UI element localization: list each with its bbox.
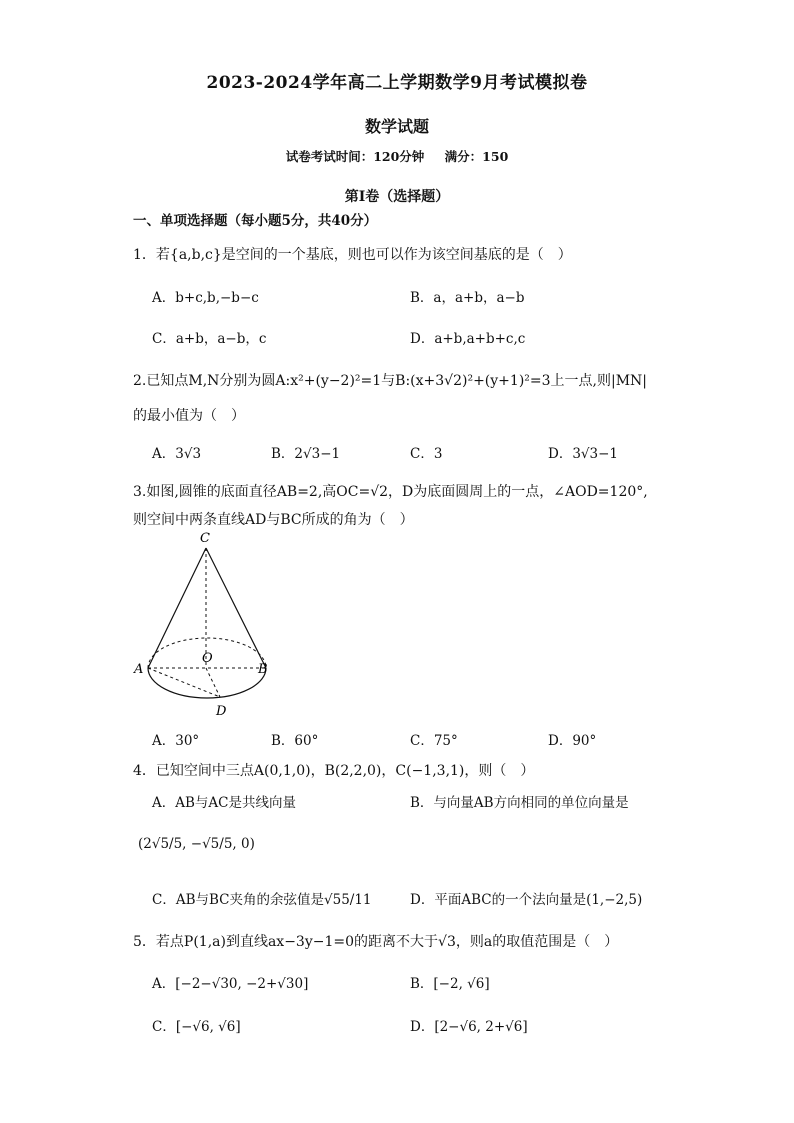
q5-option-a: A．[−2−√30, −2+√30]: [152, 976, 309, 992]
q3-option-d: D．90°: [548, 733, 597, 749]
segment-ad: [148, 668, 220, 697]
label-b: B: [258, 662, 268, 677]
question-2-stem-cont: 的最小值为（ ）: [133, 408, 245, 424]
label-o: O: [202, 651, 213, 666]
part-title: 一、单项选择题（每小题5分，共40分）: [133, 213, 378, 229]
section-title: 第I卷（选择题）: [344, 189, 450, 205]
slant-right: [206, 548, 266, 668]
base-front-arc: [148, 668, 266, 698]
question-3-stem-cont: 则空间中两条直线AD与BC所成的角为（ ）: [133, 512, 414, 528]
q1-option-c: C．a+b，a−b，c: [152, 331, 267, 347]
q2-option-a: A．3√3: [152, 446, 202, 462]
q1-option-b: B．a，a+b，a−b: [410, 290, 525, 306]
exam-time: 试卷考试时间：120分钟: [285, 149, 425, 164]
q5-option-c: C．[−√6, √6]: [152, 1019, 241, 1035]
exam-score: 满分：150: [444, 149, 509, 164]
question-5-stem: 5．若点P(1,a)到直线ax−3y−1=0的距离不大于√3，则a的取值范围是（ ）: [133, 934, 619, 950]
slant-left: [148, 548, 206, 668]
q4-option-b-vector: (2√5/5, −√5/5, 0): [138, 836, 255, 852]
q4-option-c: C．AB与BC夹角的余弦值是√55/11: [152, 892, 372, 908]
q4-option-b: B．与向量AB方向相同的单位向量是: [410, 795, 629, 811]
q3-option-c: C．75°: [410, 733, 458, 749]
label-d: D: [216, 704, 227, 719]
q5-option-b: B．[−2, √6]: [410, 976, 490, 992]
segment-od: [206, 668, 220, 697]
q3-option-b: B．60°: [271, 733, 319, 749]
question-1-stem: 1．若{a,b,c}是空间的一个基底，则也可以作为该空间基底的是（ ）: [133, 247, 572, 263]
q4-option-d: D．平面ABC的一个法向量是(1,−2,5): [410, 892, 643, 908]
question-3-stem: 3.如图,圆锥的底面直径AB=2,高OC=√2，D为底面圆周上的一点，∠AOD=120°,: [133, 484, 648, 500]
label-c: C: [200, 531, 210, 546]
exam-subtitle: 数学试题: [364, 117, 429, 136]
q1-option-a: A．b+c,b,−b−c: [152, 290, 259, 306]
cone-figure: [128, 530, 278, 720]
question-2-stem: 2.已知点M,N分别为圆A:x²+(y−2)²=1与B:(x+3√2)²+(y+1)²=3上一点,则|MN|: [133, 373, 648, 389]
q2-option-c: C．3: [410, 446, 443, 462]
exam-title: 2023-2024学年高二上学期数学9月考试模拟卷: [206, 73, 588, 93]
q2-option-d: D．3√3−1: [548, 446, 619, 462]
q1-option-d: D．a+b,a+b+c,c: [410, 331, 526, 347]
q5-option-d: D．[2−√6, 2+√6]: [410, 1019, 528, 1035]
q4-option-a: A．AB与AC是共线向量: [152, 795, 296, 811]
exam-meta: [0, 147, 794, 165]
q3-option-a: A．30°: [152, 733, 200, 749]
label-a: A: [134, 662, 144, 677]
q2-option-b: B．2√3−1: [271, 446, 341, 462]
question-4-stem: 4．已知空间中三点A(0,1,0)，B(2,2,0)，C(−1,3,1)，则（ ）: [133, 763, 535, 779]
